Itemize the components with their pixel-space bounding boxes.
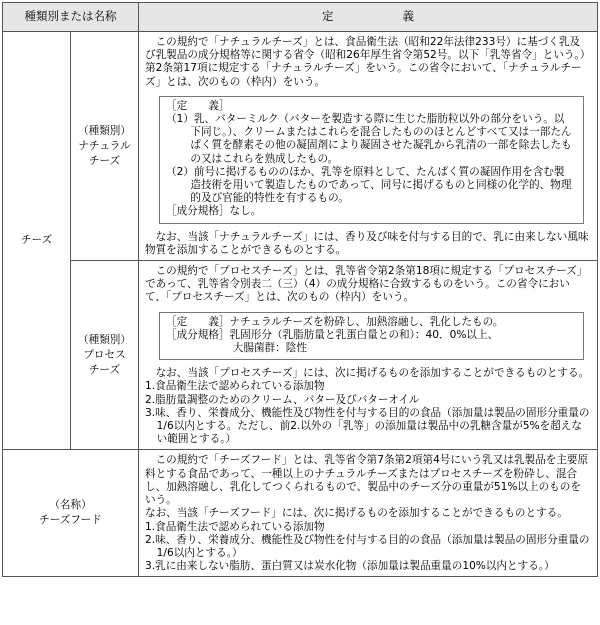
name-line: （種類別） [78,333,131,346]
table-header-row [3,3,598,32]
list-item: 2.味、香り、栄養成分、機能性及び物性を付与する目的の食品（添加量は製品の固形分重量の1/6以内とする。） [145,533,590,559]
table-row-natural-cheese [3,32,598,261]
name-line: チーズフード [39,514,102,527]
list-item: 2.脂肪量調整のためのクリーム、バター及びバターオイル [145,393,420,406]
box-spec-continued: 大腸菌群：陰性 [232,342,307,355]
list-item: 3.味、香り、栄養成分、機能性及び物性を付与する目的の食品（添加量は製品の固形分重量の1/6以内とする。ただし、前2.以外の「乳等」の添加量は製品中の乳糖含量が5%を超えない範囲とする。） [145,406,590,446]
name-cell-process-cheese [71,261,139,450]
category-cell: チーズ [3,32,71,450]
definition-cell-process-cheese [139,261,598,450]
intro-paragraph: この規約で「ナチュラルチーズ」とは、食品衛生法（昭和22年法律233号）に基づく乳及び乳製品の成分規格等に関する省令（昭和26年厚生省令第52号。以下「乳等省令」という。）第2条第17項に規定する「ナチュラルチーズ」をいう。この省令において、「ナチュラルチーズ」とは、次のもの（枠内）をいう。 [145,36,586,88]
name-line: （名称） [49,499,92,512]
box-spec: ［成分規格］なし。 [166,205,262,218]
name-line: （種類別） [78,124,131,137]
header-definition: 定 義 [139,3,598,32]
name-line: チーズ [88,154,121,167]
box-spec: ［成分規格］乳固形分（乳脂肪量と乳蛋白量との和）：40．0%以上、 [166,328,499,341]
note-paragraph: なお、当該「プロセスチーズ」には、次に掲げるものを添加することができるものとする。 [155,367,590,380]
definition-box [159,96,584,224]
list-item: 1.食品衛生法で認められている添加物 [145,380,325,393]
box-heading: ［定 義］ [166,99,230,112]
note-paragraph: なお、当該「ナチュラルチーズ」には、香り及び味を付与する目的で、乳に由来しない風味物質を添加することができるものとする。 [145,230,589,256]
box-definition: ［定 義］ナチュラルチーズを粉砕し、加熱溶融し、乳化したもの。 [166,315,504,328]
box-item: （2）前号に掲げるもののほか、乳等を原料として、たんぱく質の凝固作用を含む製造技術を用いて製造したものであって、同号に掲げるものと同様の化学的、物理的及び官能的特性を有するもの。 [166,165,572,205]
table-row-cheese-food [3,450,598,577]
definition-cell-natural-cheese [139,32,598,261]
intro-paragraph: この規約で「チーズフード」とは、乳等省令第7条第2項第4号にいう乳又は乳製品を主要原料とする食品であって、一種以上のナチュラルチーズまたはプロセスチーズを粉砕し、混合し、加熱溶融し、乳化してつくられるもので、製品中のチーズ分の重量が51%以上のものをいう。 [145,454,589,507]
table-row-process-cheese [3,261,598,450]
cheese-definition-table [2,2,598,577]
box-item: （1）乳、バターミルク（バターを製造する際に生じた脂肪粒以外の部分をいう。以下同じ。）、クリームまたはこれらを混合したもののほとんどすべて又は一部たんぱく質を酵素その他の凝固剤により凝固させた凝乳から乳清の一部を除去したもの又はこれらを熟成したもの。 [166,113,572,165]
note-paragraph: なお、当該「チーズフード」には、次に掲げるものを添加することができるものとする。 [145,507,568,520]
name-cell-natural-cheese [71,32,139,261]
intro-paragraph: この規約で「プロセスチーズ」とは、乳等省令第2条第18項に規定する「プロセスチーズ」であって、乳等省令別表二（三）（4）の成分規格に合致するものをいう。この省令において、「プロセスチーズ」とは、次のもの（枠内）をいう。 [145,265,588,304]
name-line: プロセス [83,348,126,361]
name-cell-cheese-food [3,450,139,577]
list-item: 3.乳に由来しない脂肪、蛋白質又は炭水化物（添加量は製品重量の10%以内とする。） [145,560,555,573]
name-line: ナチュラル [78,139,131,152]
name-line: チーズ [88,363,121,376]
definition-cell-cheese-food [139,450,598,577]
header-category-name: 種類別または名称 [3,3,139,32]
list-item: 1.食品衛生法で認められている添加物 [145,520,325,533]
definition-box [159,312,584,361]
